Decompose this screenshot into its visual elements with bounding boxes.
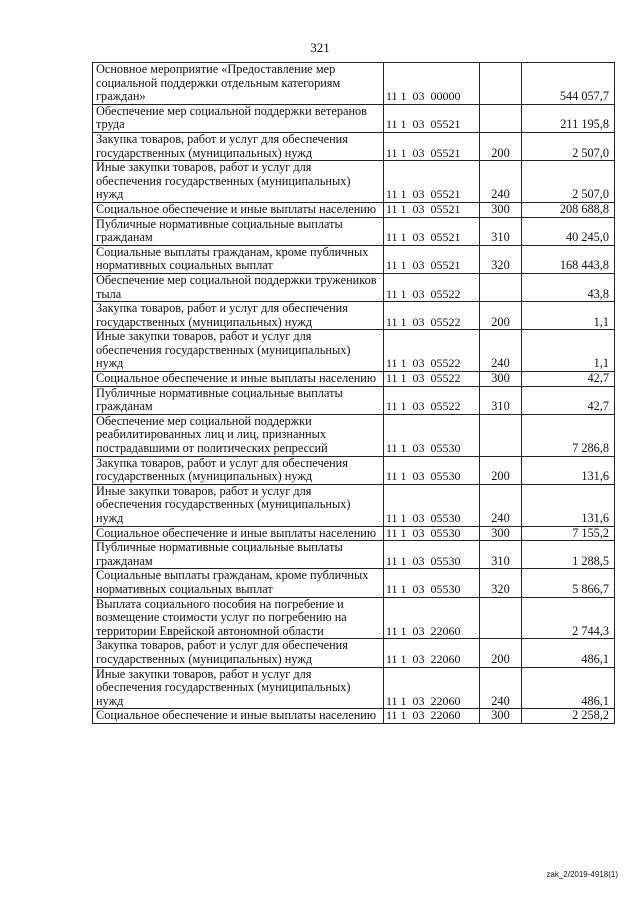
table-row xyxy=(93,667,615,709)
row-expense-type: 320 xyxy=(480,245,522,273)
row-amount: 2 744,3 xyxy=(522,597,615,639)
row-classification-code: 11 1 03 05522 xyxy=(384,330,480,372)
row-classification-code: 11 1 03 22060 xyxy=(384,639,480,667)
budget-table-body xyxy=(93,63,615,724)
row-classification-code: 11 1 03 22060 xyxy=(384,597,480,639)
row-expense-type xyxy=(480,63,522,105)
row-expense-type: 240 xyxy=(480,330,522,372)
row-expense-type: 310 xyxy=(480,217,522,245)
row-classification-code: 11 1 03 05521 xyxy=(384,104,480,132)
table-row xyxy=(93,132,615,160)
row-amount: 211 195,8 xyxy=(522,104,615,132)
row-expense-type: 300 xyxy=(480,202,522,217)
row-name: Иные закупки товаров, работ и услуг для обеспечения государственных (муниципальных) нужд xyxy=(93,667,384,709)
row-amount: 7 155,2 xyxy=(522,526,615,541)
row-expense-type: 200 xyxy=(480,132,522,160)
row-classification-code: 11 1 03 05530 xyxy=(384,414,480,456)
row-name: Закупка товаров, работ и услуг для обеспечения государственных (муниципальных) нужд xyxy=(93,456,384,484)
row-name: Обеспечение мер социальной поддержки тружеников тыла xyxy=(93,273,384,301)
row-amount: 40 245,0 xyxy=(522,217,615,245)
row-name: Обеспечение мер социальной поддержки реабилитированных лиц и лиц, признанных пострадавшими от политических репрессий xyxy=(93,414,384,456)
table-row xyxy=(93,273,615,301)
table-row xyxy=(93,597,615,639)
row-name: Публичные нормативные социальные выплаты гражданам xyxy=(93,541,384,569)
row-classification-code: 11 1 03 05522 xyxy=(384,372,480,387)
row-classification-code: 11 1 03 05521 xyxy=(384,202,480,217)
row-expense-type: 240 xyxy=(480,484,522,526)
row-name: Социальное обеспечение и иные выплаты населению xyxy=(93,372,384,387)
table-row xyxy=(93,330,615,372)
row-amount: 1,1 xyxy=(522,330,615,372)
row-classification-code: 11 1 03 05522 xyxy=(384,386,480,414)
row-expense-type: 300 xyxy=(480,709,522,724)
table-row xyxy=(93,63,615,105)
row-amount: 1 288,5 xyxy=(522,541,615,569)
table-row xyxy=(93,245,615,273)
row-expense-type: 320 xyxy=(480,569,522,597)
table-row xyxy=(93,541,615,569)
row-amount: 7 286,8 xyxy=(522,414,615,456)
table-row xyxy=(93,302,615,330)
row-amount: 168 443,8 xyxy=(522,245,615,273)
row-classification-code: 11 1 03 05521 xyxy=(384,161,480,203)
row-expense-type: 200 xyxy=(480,456,522,484)
row-name: Социальное обеспечение и иные выплаты населению xyxy=(93,526,384,541)
row-name: Иные закупки товаров, работ и услуг для обеспечения государственных (муниципальных) нужд xyxy=(93,484,384,526)
row-name: Публичные нормативные социальные выплаты гражданам xyxy=(93,217,384,245)
row-amount: 544 057,7 xyxy=(522,63,615,105)
row-expense-type xyxy=(480,273,522,301)
row-name: Иные закупки товаров, работ и услуг для обеспечения государственных (муниципальных) нужд xyxy=(93,330,384,372)
row-amount: 2 258,2 xyxy=(522,709,615,724)
table-row xyxy=(93,372,615,387)
row-classification-code: 11 1 03 05521 xyxy=(384,245,480,273)
row-expense-type: 310 xyxy=(480,541,522,569)
row-amount: 1,1 xyxy=(522,302,615,330)
row-name: Социальные выплаты гражданам, кроме публичных нормативных социальных выплат xyxy=(93,245,384,273)
row-name: Основное мероприятие «Предоставление мер социальной поддержки отдельным категориям граждан» xyxy=(93,63,384,105)
row-amount: 486,1 xyxy=(522,639,615,667)
table-row xyxy=(93,104,615,132)
table-row xyxy=(93,709,615,724)
row-expense-type: 310 xyxy=(480,386,522,414)
row-expense-type: 300 xyxy=(480,526,522,541)
row-expense-type xyxy=(480,597,522,639)
row-expense-type: 240 xyxy=(480,667,522,709)
row-classification-code: 11 1 03 05521 xyxy=(384,217,480,245)
table-row xyxy=(93,639,615,667)
table-row xyxy=(93,217,615,245)
table-row xyxy=(93,414,615,456)
table-row xyxy=(93,569,615,597)
row-amount: 2 507,0 xyxy=(522,161,615,203)
table-row xyxy=(93,386,615,414)
row-classification-code: 11 1 03 05530 xyxy=(384,569,480,597)
row-classification-code: 11 1 03 05530 xyxy=(384,456,480,484)
table-row xyxy=(93,526,615,541)
row-amount: 42,7 xyxy=(522,372,615,387)
row-name: Публичные нормативные социальные выплаты гражданам xyxy=(93,386,384,414)
row-expense-type xyxy=(480,104,522,132)
row-classification-code: 11 1 03 05530 xyxy=(384,541,480,569)
row-name: Закупка товаров, работ и услуг для обеспечения государственных (муниципальных) нужд xyxy=(93,132,384,160)
row-expense-type xyxy=(480,414,522,456)
row-classification-code: 11 1 03 05522 xyxy=(384,273,480,301)
row-name: Выплата социального пособия на погребение и возмещение стоимости услуг по погребению на территории Еврейской автономной области xyxy=(93,597,384,639)
row-amount: 2 507,0 xyxy=(522,132,615,160)
row-amount: 131,6 xyxy=(522,456,615,484)
row-expense-type: 240 xyxy=(480,161,522,203)
row-classification-code: 11 1 03 00000 xyxy=(384,63,480,105)
row-name: Социальные выплаты гражданам, кроме публичных нормативных социальных выплат xyxy=(93,569,384,597)
table-row xyxy=(93,484,615,526)
row-classification-code: 11 1 03 22060 xyxy=(384,709,480,724)
row-classification-code: 11 1 03 22060 xyxy=(384,667,480,709)
row-name: Закупка товаров, работ и услуг для обеспечения государственных (муниципальных) нужд xyxy=(93,302,384,330)
table-row xyxy=(93,202,615,217)
row-expense-type: 300 xyxy=(480,372,522,387)
row-amount: 43,8 xyxy=(522,273,615,301)
row-classification-code: 11 1 03 05521 xyxy=(384,132,480,160)
row-amount: 131,6 xyxy=(522,484,615,526)
row-amount: 486,1 xyxy=(522,667,615,709)
row-name: Социальное обеспечение и иные выплаты населению xyxy=(93,709,384,724)
page-number: 321 xyxy=(310,40,330,55)
budget-table xyxy=(92,62,615,724)
row-amount: 42,7 xyxy=(522,386,615,414)
row-name: Обеспечение мер социальной поддержки ветеранов труда xyxy=(93,104,384,132)
row-classification-code: 11 1 03 05530 xyxy=(384,526,480,541)
row-name: Закупка товаров, работ и услуг для обеспечения государственных (муниципальных) нужд xyxy=(93,639,384,667)
row-amount: 208 688,8 xyxy=(522,202,615,217)
table-row xyxy=(93,161,615,203)
row-classification-code: 11 1 03 05530 xyxy=(384,484,480,526)
row-amount: 5 866,7 xyxy=(522,569,615,597)
row-expense-type: 200 xyxy=(480,639,522,667)
row-expense-type: 200 xyxy=(480,302,522,330)
row-classification-code: 11 1 03 05522 xyxy=(384,302,480,330)
table-row xyxy=(93,456,615,484)
row-name: Социальное обеспечение и иные выплаты населению xyxy=(93,202,384,217)
document-code: zak_2/2019-4918(1) xyxy=(546,870,618,879)
row-name: Иные закупки товаров, работ и услуг для обеспечения государственных (муниципальных) нужд xyxy=(93,161,384,203)
